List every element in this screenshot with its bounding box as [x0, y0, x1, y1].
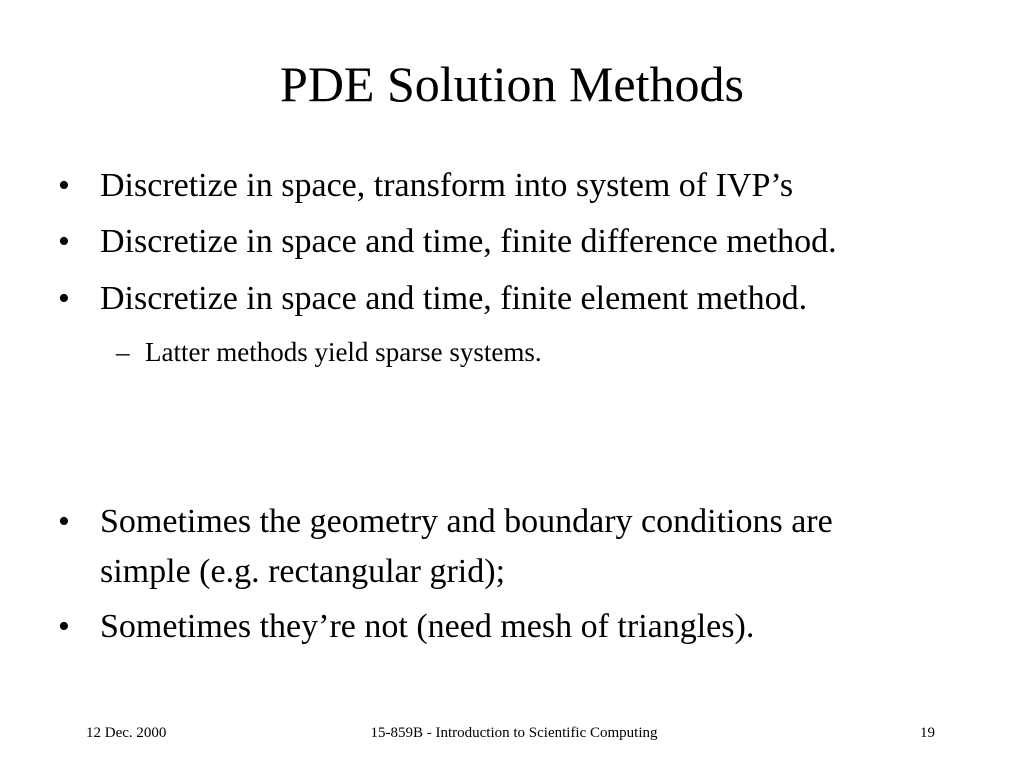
bullet-mark: •: [58, 280, 70, 317]
footer-page-number: 19: [920, 725, 935, 741]
bullet-text: Discretize in space and time, finite difference method.: [100, 223, 837, 260]
bullet-mark: •: [58, 503, 70, 540]
bullet-text: Sometimes they’re not (need mesh of triangles).: [100, 608, 755, 645]
footer-date: 12 Dec. 2000: [86, 725, 167, 741]
bullet-text: Sometimes the geometry and boundary conditions are: [100, 503, 833, 540]
sub-bullet-mark: –: [116, 337, 130, 367]
bullet-text: Discretize in space, transform into system of IVP’s: [100, 167, 794, 204]
sub-bullet-text: Latter methods yield sparse systems.: [145, 337, 542, 367]
bullet-mark: •: [58, 167, 70, 204]
footer-course-title: 15-859B - Introduction to Scientific Computing: [370, 725, 658, 741]
bullet-text: Discretize in space and time, finite element method.: [100, 280, 808, 317]
slide-title: PDE Solution Methods: [280, 56, 744, 112]
bullet-text-continued: simple (e.g. rectangular grid);: [100, 553, 506, 590]
bullet-mark: •: [58, 608, 70, 645]
bullet-mark: •: [58, 223, 70, 260]
